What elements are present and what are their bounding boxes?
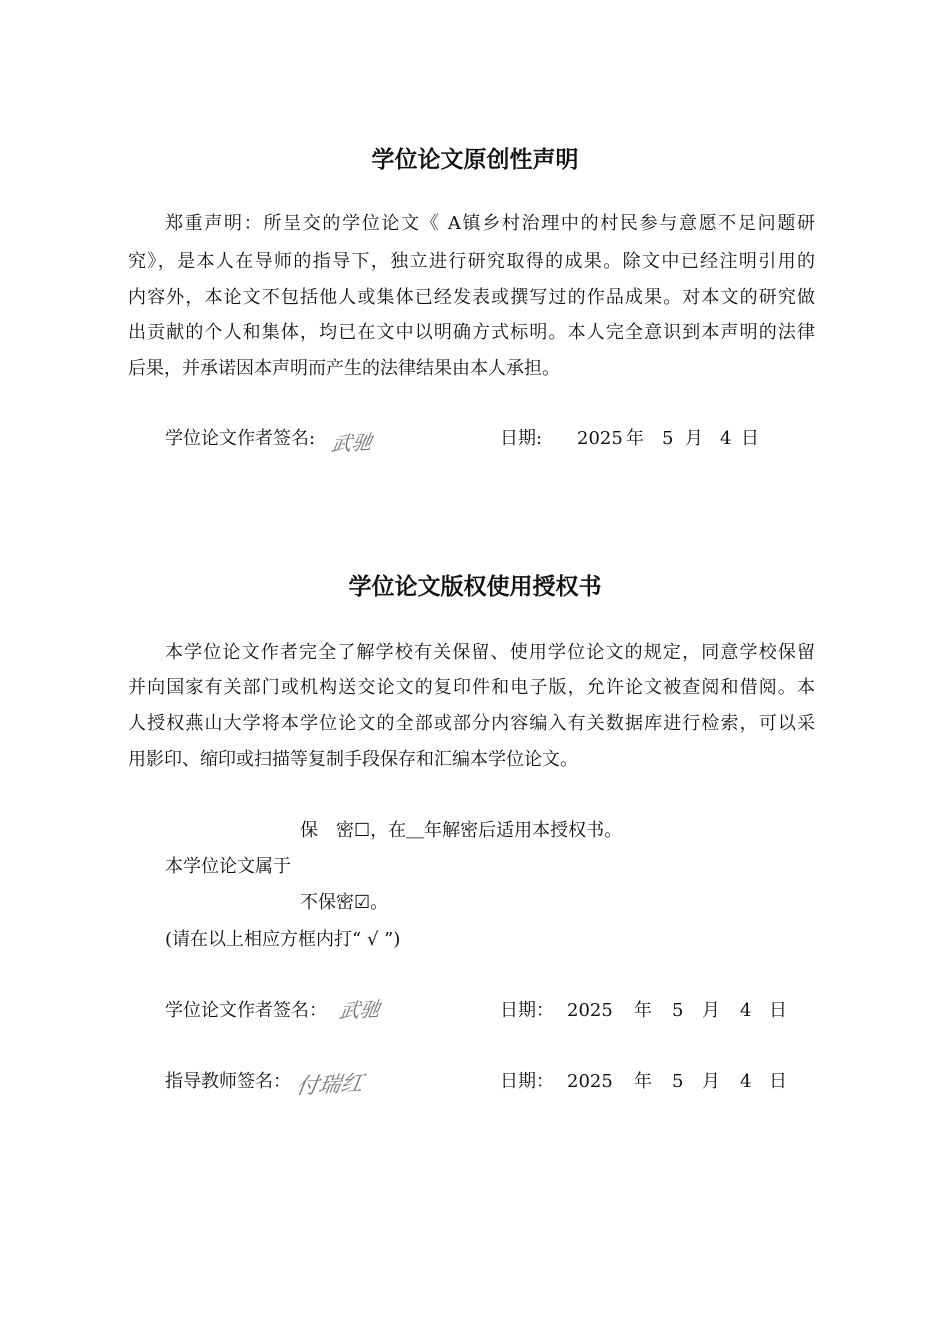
date-year: 2025 <box>567 1071 613 1092</box>
authorization-line: 并向国家有关部门或机构送交论文的复印件和电子版，允许论文被查阅和借阅。本 <box>128 677 815 698</box>
date-day: 4 <box>740 1071 752 1092</box>
date-label: 日期: <box>500 428 543 449</box>
month-unit: 月 <box>702 1071 720 1092</box>
declaration-title: 学位论文原创性声明 <box>371 147 579 173</box>
author-sign-label: 学位论文作者签名: <box>165 428 316 449</box>
authorization-title: 学位论文版权使用授权书 <box>348 574 602 600</box>
date-month: 5 <box>672 1000 684 1021</box>
date-year: 2025 <box>567 1000 613 1021</box>
year-unit: 年 <box>634 1000 652 1021</box>
author-signature: 武驰 <box>329 429 374 457</box>
date-month: 5 <box>662 428 674 449</box>
advisor-signature: 付瑞红 <box>294 1071 366 1100</box>
authorization-line: 用影印、缩印或扫描等复制手段保存和汇编本学位论文。 <box>128 749 578 770</box>
month-unit: 月 <box>702 1000 720 1021</box>
declaration-line: 后果，并承诺因本声明而产生的法律结果由本人承担。 <box>128 358 560 379</box>
date-label: 日期： <box>500 1071 554 1092</box>
date-year: 2025 <box>577 428 623 449</box>
date-day: 4 <box>720 428 732 449</box>
day-unit: 日 <box>769 1071 787 1092</box>
authorization-line: 人授权燕山大学将本学位论文的全部或部分内容编入有关数据库进行检索，可以采 <box>128 713 815 734</box>
not-secret-option: 不保密☑。 <box>300 892 389 913</box>
day-unit: 日 <box>741 428 759 449</box>
authorization-line: 本学位论文作者完全了解学校有关保留、使用学位论文的规定，同意学校保留 <box>165 642 815 663</box>
date-day: 4 <box>740 1000 752 1021</box>
declaration-line: 究》，是本人在导师的指导下，独立进行研究取得的成果。除文中已经注明引用的 <box>128 251 815 272</box>
checkbox-note: (请在以上相应方框内打“ √ ”) <box>165 929 401 950</box>
date-month: 5 <box>672 1071 684 1092</box>
secret-option: 保 密☐，在＿年解密后适用本授权书。 <box>300 820 623 841</box>
day-unit: 日 <box>769 1000 787 1021</box>
date-label: 日期： <box>500 1000 554 1021</box>
declaration-line: 内容外，本论文不包括他人或集体已经发表或撰写过的作品成果。对本文的研究做 <box>128 287 815 308</box>
year-unit: 年 <box>634 1071 652 1092</box>
declaration-line: 出贡献的个人和集体，均已在文中以明确方式标明。本人完全意识到本声明的法律 <box>128 322 815 343</box>
year-unit: 年 <box>626 428 644 449</box>
author-sign-label: 学位论文作者签名： <box>165 1000 327 1021</box>
declaration-line: 郑重声明：所呈交的学位论文《 A镇乡村治理中的村民参与意愿不足问题研 <box>165 213 815 234</box>
month-unit: 月 <box>685 428 703 449</box>
advisor-sign-label: 指导教师签名： <box>165 1071 291 1092</box>
belongs-label: 本学位论文属于 <box>165 856 291 877</box>
author-signature: 武驰 <box>337 996 382 1024</box>
